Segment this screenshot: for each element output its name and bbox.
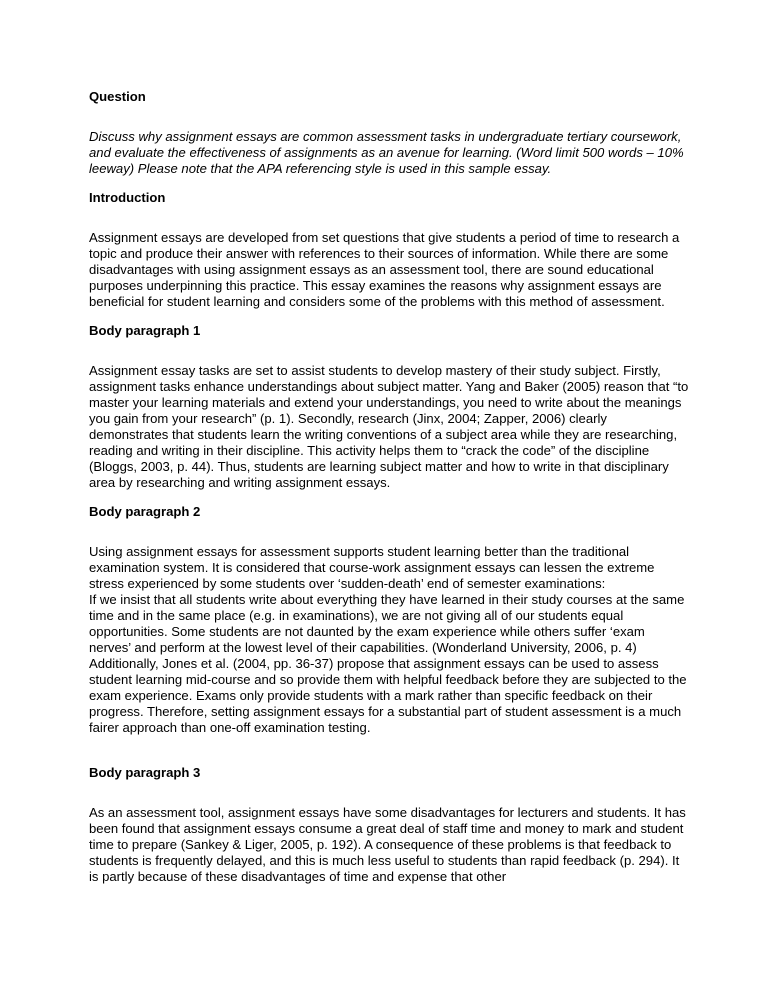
body-paragraph-3-section xyxy=(89,765,689,885)
body-paragraph-1-section xyxy=(89,323,689,491)
introduction-text: Assignment essays are developed from set questions that give students a period of time to research a topic and produce their answer with references to their sources of information. While there are some disadvantages with using assignment essays as an assessment tool, there are sound educational purposes underpinning this practice. This essay examines the reasons why assignment essays are beneficial for student learning and considers some of the problems with this method of assessment. xyxy=(89,230,680,309)
introduction-heading: Introduction xyxy=(89,190,166,205)
introduction-section xyxy=(89,190,689,310)
body-paragraph-3-text: As an assessment tool, assignment essays have some disadvantages for lecturers and students. It has been found that assignment essays consume a great deal of staff time and money to mark and student time to prepare (Sankey & Liger, 2005, p. 192). A consequence of these problems is that feedback to students is frequently delayed, and this is much less useful to students than rapid feedback (p. 294). It is partly because of these disadvantages of time and expense that other xyxy=(89,805,686,884)
body-paragraph-1-heading: Body paragraph 1 xyxy=(89,323,201,338)
question-section xyxy=(89,89,689,177)
body-paragraph-2-quote: If we insist that all students write about everything they have learned in their study courses at the same time and in the same place (e.g. in examinations), we are not giving all of our students equal opportunities. Some students are not daunted by the exam experience while others suffer ‘exam nerves’ and perform at the lowest level of their capabilities. (Wonderland University, 2006, p. 4) Additionally, Jones et al. (2004, pp. 36-37) propose that assignment essays can be used to assess student learning mid-course and so provide them with helpful feedback before they are subjected to the exam experience. Exams only provide students with a mark rather than specific feedback on their progress. Therefore, setting assignment essays for a substantial part of student assessment is a much fairer approach than one-off examination testing. xyxy=(89,592,687,735)
body-paragraph-2-section xyxy=(89,504,689,736)
body-paragraph-3-heading: Body paragraph 3 xyxy=(89,765,201,780)
question-heading: Question xyxy=(89,89,146,104)
body-paragraph-2-heading: Body paragraph 2 xyxy=(89,504,201,519)
body-paragraph-2-text: Using assignment essays for assessment supports student learning better than the traditional examination system. It is considered that course-work assignment essays can lessen the extreme stress experienced by some students over ‘sudden-death’ end of semester examinations: xyxy=(89,544,655,591)
document-page xyxy=(89,89,689,885)
question-text: Discuss why assignment essays are common assessment tasks in undergraduate tertiary coursework, and evaluate the effectiveness of assignments as an avenue for learning. (Word limit 500 words – 10% leeway) Please note that the APA referencing style is used in this sample essay. xyxy=(89,129,684,176)
body-paragraph-1-text: Assignment essay tasks are set to assist students to develop mastery of their study subject. Firstly, assignment tasks enhance understandings about subject matter. Yang and Baker (2005) reason that “to master your learning materials and extend your understandings, you need to write about the meanings you gain from your research” (p. 1). Secondly, research (Jinx, 2004; Zapper, 2006) clearly demonstrates that students learn the writing conventions of a subject area while they are researching, reading and writing in their discipline. This activity helps them to “crack the code” of the discipline (Bloggs, 2003, p. 44). Thus, students are learning subject matter and how to write in that disciplinary area by researching and writing assignment essays. xyxy=(89,363,689,490)
